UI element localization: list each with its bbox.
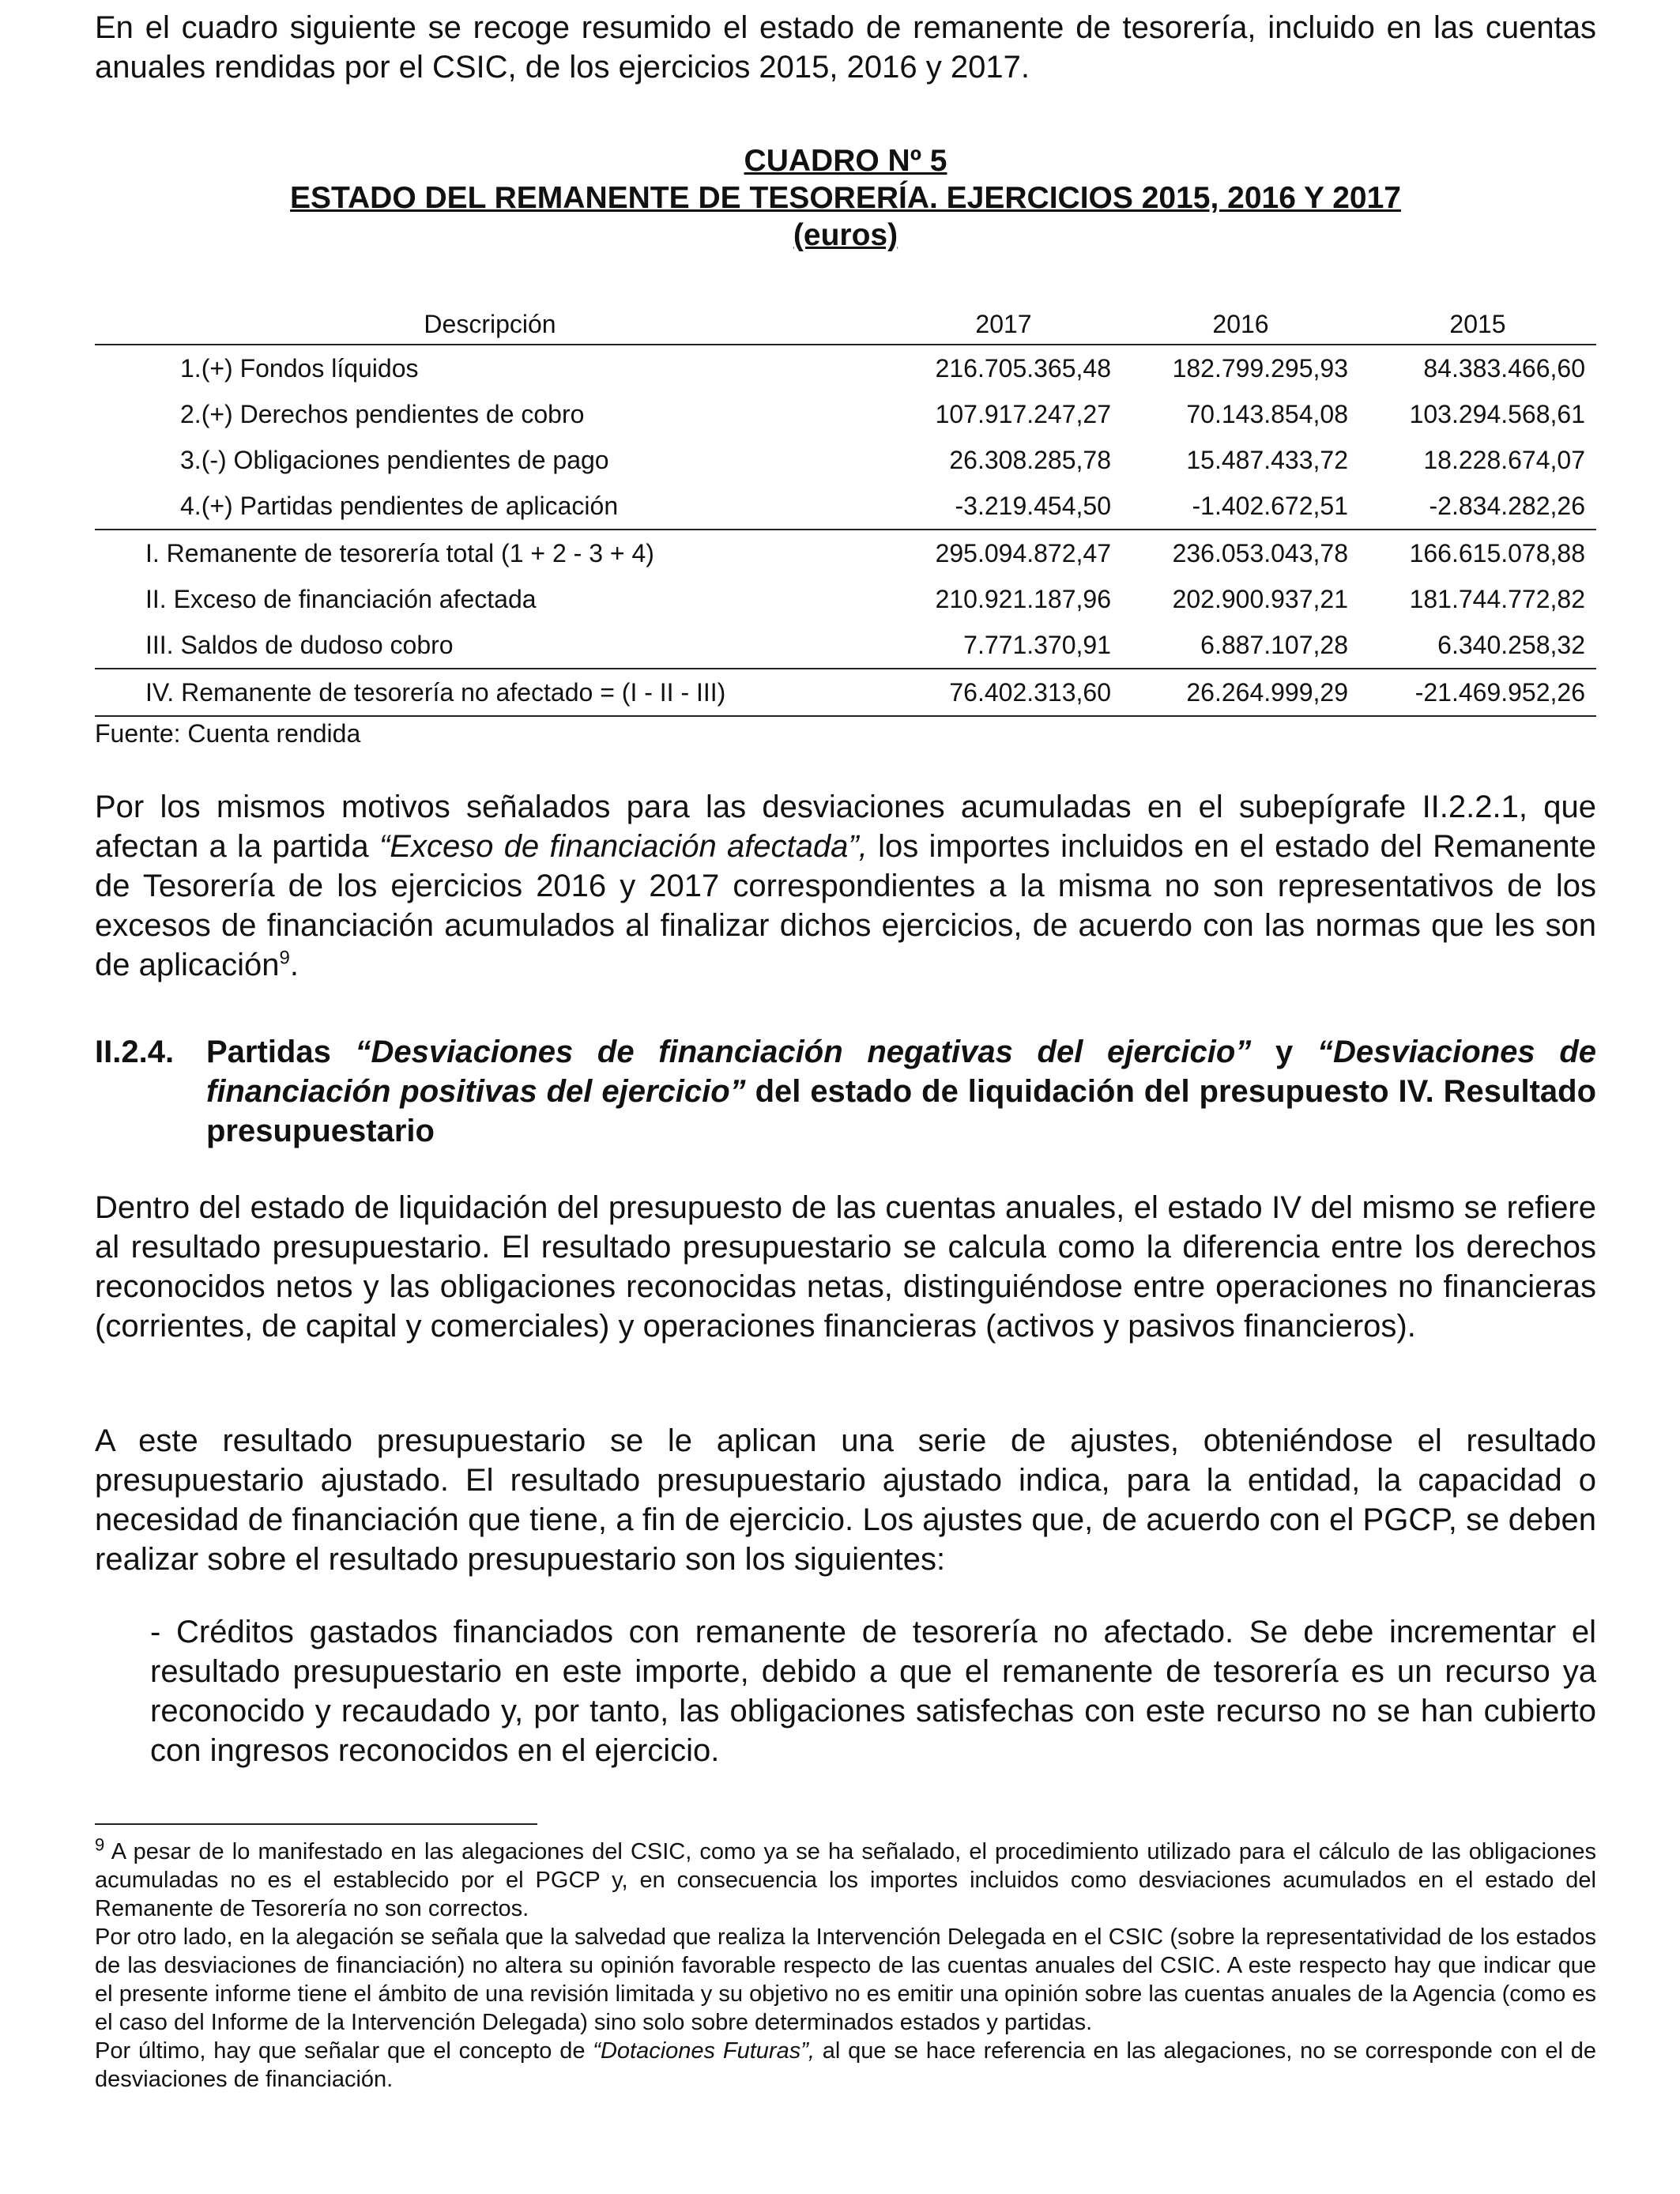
table-number: CUADRO Nº 5 — [744, 144, 947, 178]
row-label: II. Exceso de financiación afectada — [145, 584, 537, 613]
row-label: IV. Remanente de tesorería no afectado = (I - II - III) — [95, 669, 885, 716]
heading-italic: “Desviaciones de financiación negativas del ejercicio” — [355, 1035, 1252, 1069]
row-label: 3.(-) Obligaciones pendientes de pago — [180, 445, 609, 474]
cell-value: 295.094.872,47 — [935, 538, 1111, 567]
cell-value: 181.744.772,82 — [1409, 584, 1585, 613]
table-row — [95, 437, 1596, 483]
table-caption — [95, 142, 1596, 254]
table-row — [95, 669, 1596, 716]
footnote-separator — [95, 1823, 537, 1825]
cell-value: 18.228.674,07 — [1423, 445, 1585, 474]
cell-value: 236.053.043,78 — [1172, 538, 1348, 567]
cell-value: 15.487.433,72 — [1186, 445, 1348, 474]
heading-text: Partidas — [206, 1035, 356, 1069]
table-row — [95, 483, 1596, 530]
cell-value: 76.402.313,60 — [885, 669, 1122, 716]
italic-term: “Dotaciones Futuras”, — [593, 2038, 815, 2064]
cell-value: 202.900.937,21 — [1172, 584, 1348, 613]
table-row — [95, 391, 1596, 437]
body-paragraph — [95, 787, 1596, 985]
body-paragraph: A este resultado presupuestario se le aplican una serie de ajustes, obteniéndose el resultado presupuestario ajustado. El resultado presupuestario ajustado indica, para la entidad, la capacidad o necesidad de financiación que tiene, a fin de ejercicio. Los ajustes que, de acuerdo con el PGCP, se deben realizar sobre el resultado presupuestario son los siguientes: — [95, 1423, 1596, 1577]
section-number: II.2.4. — [95, 1035, 175, 1069]
paragraph-text: . — [289, 948, 299, 982]
footnote-text: A pesar de lo manifestado en las alegaciones del CSIC, como ya se ha señalado, el procedimiento utilizado para el cálculo de las obligaciones acumuladas no es el establecido por el PGCP y, en consecuencia los importes incluidos como desviaciones acumulados en el estado del Remanente de Tesorería no son correctos. — [95, 1839, 1596, 1921]
cell-value: 26.308.285,78 — [949, 445, 1111, 474]
cell-value: 182.799.295,93 — [1172, 353, 1348, 383]
table-row — [95, 530, 1596, 576]
cell-value: 210.921.187,96 — [935, 584, 1111, 613]
cell-value: -1.402.672,51 — [1122, 483, 1359, 530]
cell-value: 84.383.466,60 — [1423, 353, 1585, 383]
footnote-text: Por último, hay que señalar que el concepto de — [95, 2038, 593, 2064]
footnote — [95, 1834, 1596, 1923]
table-row — [95, 345, 1596, 391]
row-label: III. Saldos de dudoso cobro — [95, 622, 885, 669]
cell-value: 107.917.247,27 — [935, 399, 1111, 428]
cell-value: 6.887.107,28 — [1122, 622, 1359, 669]
cell-value: -21.469.952,26 — [1359, 669, 1596, 716]
row-label: 4.(+) Partidas pendientes de aplicación — [95, 483, 885, 530]
table-row — [95, 576, 1596, 622]
cell-value: 70.143.854,08 — [1186, 399, 1348, 428]
cell-value: 26.264.999,29 — [1122, 669, 1359, 716]
cell-value: 6.340.258,32 — [1359, 622, 1596, 669]
column-header: 2016 — [1122, 304, 1359, 345]
italic-term: “Exceso de financiación afectada”, — [379, 829, 868, 864]
row-label: 1.(+) Fondos líquidos — [180, 353, 419, 383]
heading-text: y — [1251, 1035, 1317, 1069]
table-header-row — [95, 304, 1596, 345]
cell-value: -2.834.282,26 — [1359, 483, 1596, 530]
intro-paragraph: En el cuadro siguiente se recoge resumido el estado de remanente de tesorería, incluido en las cuentas anuales rendidas por el CSIC, de los ejercicios 2015, 2016 y 2017. — [95, 10, 1596, 85]
column-header: Descripción — [95, 304, 885, 345]
table-source: Fuente: Cuenta rendida — [95, 719, 361, 748]
body-paragraph: Dentro del estado de liquidación del presupuesto de las cuentas anuales, el estado IV del mismo se refiere al resultado presupuestario. El resultado presupuestario se calcula como la diferencia entre los derechos reconocidos netos y las obligaciones reconocidas netas, distinguiéndose entre operaciones no financieras (corrientes, de capital y comerciales) y operaciones financieras (activos y pasivos financieros). — [95, 1190, 1596, 1344]
cell-value: 103.294.568,61 — [1409, 399, 1585, 428]
footnote — [95, 2037, 1596, 2094]
cell-value: 7.771.370,91 — [885, 622, 1122, 669]
paragraph-text: los importes incluidos en el estado del Remanente de Tesorería de los ejercicios 2016 y 2017 correspondientes a la misma no son representativos de los excesos de financiación acumulados al finalizar dichos ejercicios, de acuerdo con las normas que les son de aplicación — [95, 829, 1596, 982]
list-item: - Créditos gastados financiados con remanente de tesorería no afectado. Se debe incrementar el resultado presupuestario en este importe, debido a que el remanente de tesorería es un recurso ya reconocido y recaudado y, por tanto, las obligaciones satisfechas con este recurso no se han cubierto con ingresos reconocidos en el ejercicio. — [150, 1615, 1596, 1768]
footnote: Por otro lado, en la alegación se señala que la salvedad que realiza la Intervención Delegada en el CSIC (sobre la representatividad de los estados de las desviaciones de financiación) no altera su opinión favorable respecto de las cuentas anuales del CSIC. A este respecto hay que indicar que el presente informe tiene el ámbito de una revisión limitada y su objetivo no es emitir una opinión sobre las cuentas anuales de la Agencia (como es el caso del Informe de la Intervención Delegada) sino solo sobre determinados estados y partidas. — [95, 1924, 1596, 2035]
footnote-text: al que se hace referencia en las alegaciones, no se corresponde con el de desviaciones de financiación. — [95, 2038, 1596, 2092]
heading-italic: “Desviaciones de financiación positivas del ejercicio” — [206, 1035, 1596, 1109]
footnote-number: 9 — [95, 1834, 105, 1855]
remanente-table — [95, 304, 1596, 717]
paragraph-text: Por los mismos motivos señalados para las desviaciones acumuladas en el subepígrafe II.2.2.1, que afectan a la partida — [95, 790, 1596, 864]
footnotes — [95, 1834, 1596, 2094]
section-heading — [95, 1032, 1596, 1151]
row-label: 2.(+) Derechos pendientes de cobro — [180, 399, 585, 428]
footnote-reference[interactable]: 9 — [279, 947, 290, 969]
heading-text: del estado de liquidación del presupuesto IV. Resultado presupuestario — [206, 1074, 1597, 1148]
column-header: 2015 — [1359, 304, 1596, 345]
cell-value: 216.705.365,48 — [935, 353, 1111, 383]
cell-value: -3.219.454,50 — [885, 483, 1122, 530]
row-label: I. Remanente de tesorería total (1 + 2 - 3 + 4) — [145, 538, 654, 567]
table-row — [95, 622, 1596, 669]
cell-value: 166.615.078,88 — [1409, 538, 1585, 567]
column-header: 2017 — [885, 304, 1122, 345]
section-title — [206, 1032, 1596, 1151]
table-units: (euros) — [793, 218, 898, 252]
table-title: ESTADO DEL REMANENTE DE TESORERÍA. EJERCICIOS 2015, 2016 Y 2017 — [290, 181, 1401, 215]
